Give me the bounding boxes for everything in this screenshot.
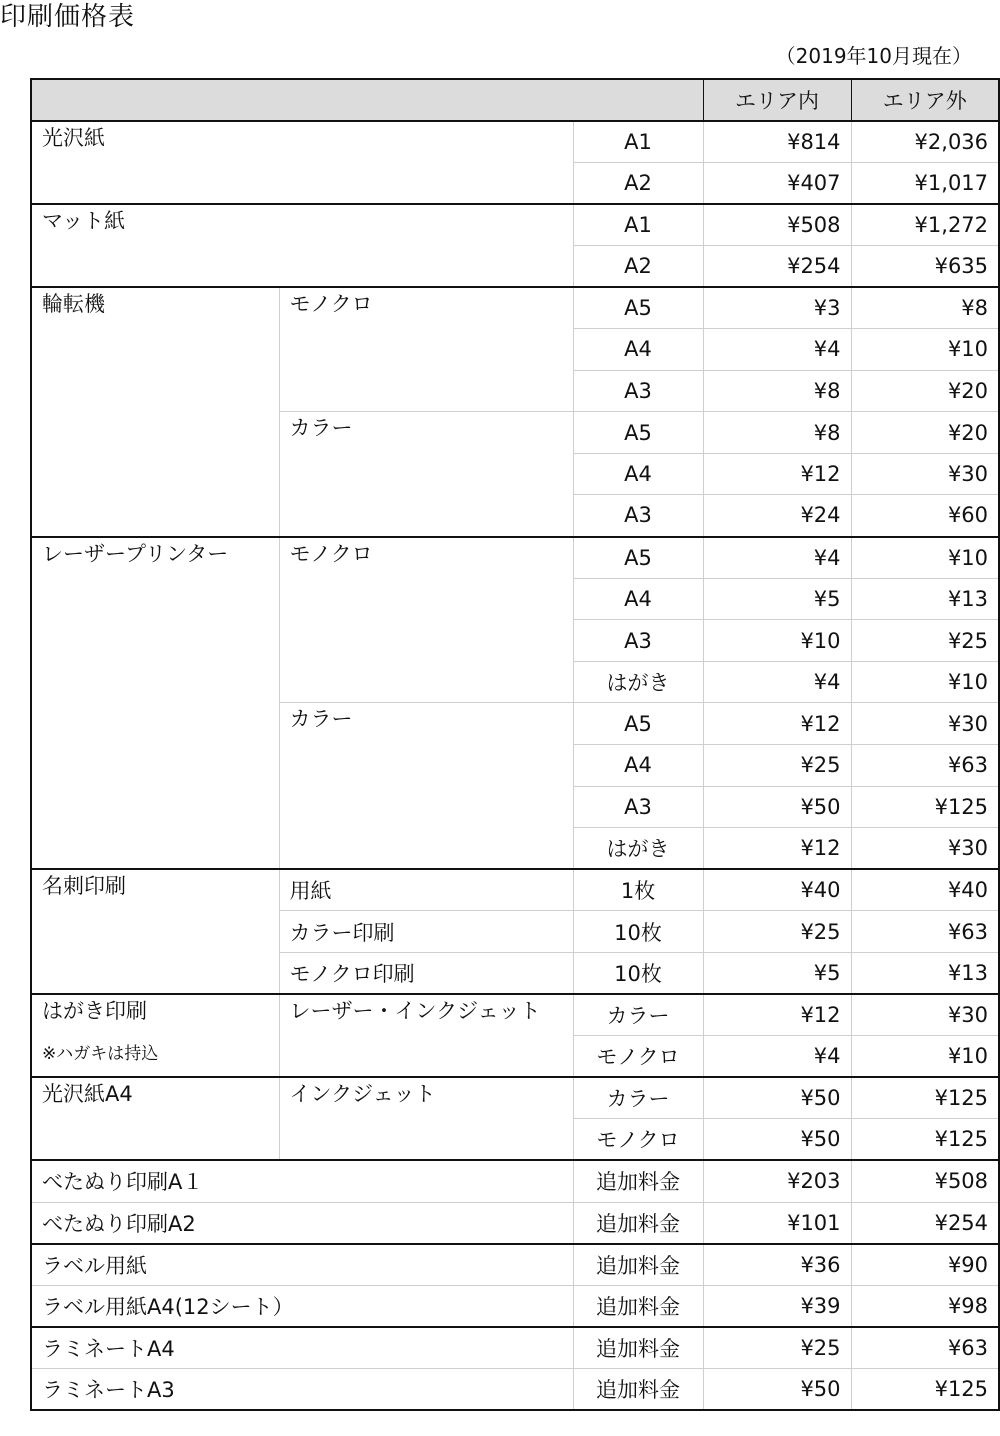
category-laser: レーザープリンター bbox=[31, 537, 279, 870]
size-cell: A3 bbox=[573, 495, 703, 537]
price-out: ¥30 bbox=[851, 828, 999, 870]
price-out: ¥30 bbox=[851, 453, 999, 495]
table-row bbox=[31, 287, 999, 329]
size-cell: A1 bbox=[573, 121, 703, 163]
table-row bbox=[31, 1202, 999, 1244]
price-in: ¥10 bbox=[703, 620, 851, 662]
size-cell: はがき bbox=[573, 828, 703, 870]
price-out: ¥10 bbox=[851, 537, 999, 579]
price-in: ¥36 bbox=[703, 1244, 851, 1286]
price-in: ¥508 bbox=[703, 204, 851, 246]
price-in: ¥3 bbox=[703, 287, 851, 329]
size-cell: A5 bbox=[573, 703, 703, 745]
size-cell: A1 bbox=[573, 204, 703, 246]
table-row bbox=[31, 1368, 999, 1410]
price-in: ¥4 bbox=[703, 1036, 851, 1078]
size-cell: A5 bbox=[573, 537, 703, 579]
price-out: ¥125 bbox=[851, 1368, 999, 1410]
price-in: ¥4 bbox=[703, 537, 851, 579]
price-out: ¥10 bbox=[851, 1036, 999, 1078]
price-in: ¥12 bbox=[703, 453, 851, 495]
extra-type: 追加料金 bbox=[573, 1202, 703, 1244]
price-in: ¥5 bbox=[703, 578, 851, 620]
page-title: 印刷価格表 bbox=[0, 2, 136, 32]
price-in: ¥203 bbox=[703, 1160, 851, 1202]
price-out: ¥30 bbox=[851, 703, 999, 745]
table-row bbox=[31, 1160, 999, 1202]
size-cell: A2 bbox=[573, 245, 703, 287]
price-in: ¥12 bbox=[703, 703, 851, 745]
subcategory-label: カラー印刷 bbox=[279, 911, 573, 953]
category-gloss: 光沢紙 bbox=[31, 121, 573, 204]
size-cell: はがき bbox=[573, 661, 703, 703]
price-in: ¥814 bbox=[703, 121, 851, 163]
category-postcard bbox=[31, 994, 279, 1077]
as-of-date: （2019年10月現在） bbox=[775, 44, 972, 68]
table-row bbox=[31, 1244, 999, 1286]
price-out: ¥125 bbox=[851, 1077, 999, 1119]
price-in: ¥50 bbox=[703, 786, 851, 828]
category-postcard-name: はがき印刷 bbox=[42, 999, 147, 1024]
table-row bbox=[31, 994, 999, 1036]
size-cell: A3 bbox=[573, 370, 703, 412]
size-cell: A5 bbox=[573, 412, 703, 454]
subcategory-label: 用紙 bbox=[279, 869, 573, 911]
price-in: ¥4 bbox=[703, 329, 851, 371]
price-out: ¥40 bbox=[851, 869, 999, 911]
price-out: ¥10 bbox=[851, 329, 999, 371]
price-in: ¥24 bbox=[703, 495, 851, 537]
subcategory-mono: モノクロ bbox=[279, 287, 573, 412]
price-out: ¥13 bbox=[851, 952, 999, 994]
price-out: ¥635 bbox=[851, 245, 999, 287]
extra-name: ラベル用紙 bbox=[31, 1244, 573, 1286]
price-out: ¥30 bbox=[851, 994, 999, 1036]
price-in: ¥50 bbox=[703, 1119, 851, 1161]
size-cell: カラー bbox=[573, 1077, 703, 1119]
price-out: ¥1,017 bbox=[851, 162, 999, 204]
extra-type: 追加料金 bbox=[573, 1160, 703, 1202]
price-out: ¥1,272 bbox=[851, 204, 999, 246]
category-matte: マット紙 bbox=[31, 204, 573, 287]
price-out: ¥25 bbox=[851, 620, 999, 662]
header-blank bbox=[31, 79, 703, 121]
size-cell: A2 bbox=[573, 162, 703, 204]
subcategory-label: インクジェット bbox=[279, 1077, 573, 1160]
price-out: ¥2,036 bbox=[851, 121, 999, 163]
price-in: ¥8 bbox=[703, 412, 851, 454]
size-cell: A3 bbox=[573, 620, 703, 662]
price-in: ¥25 bbox=[703, 911, 851, 953]
subcategory-color: カラー bbox=[279, 703, 573, 869]
price-in: ¥5 bbox=[703, 952, 851, 994]
extra-name: ラミネートA3 bbox=[31, 1368, 573, 1410]
subcategory-label: モノクロ印刷 bbox=[279, 952, 573, 994]
price-out: ¥20 bbox=[851, 412, 999, 454]
price-out: ¥508 bbox=[851, 1160, 999, 1202]
table-row bbox=[31, 121, 999, 163]
header-area-out: エリア外 bbox=[851, 79, 999, 121]
subcategory-color: カラー bbox=[279, 412, 573, 537]
price-in: ¥25 bbox=[703, 745, 851, 787]
table-row bbox=[31, 1077, 999, 1119]
price-in: ¥39 bbox=[703, 1285, 851, 1327]
size-cell: 10枚 bbox=[573, 952, 703, 994]
extra-type: 追加料金 bbox=[573, 1327, 703, 1369]
extra-type: 追加料金 bbox=[573, 1285, 703, 1327]
price-in: ¥254 bbox=[703, 245, 851, 287]
size-cell: モノクロ bbox=[573, 1119, 703, 1161]
size-cell: 10枚 bbox=[573, 911, 703, 953]
extra-name: べたぬり印刷A2 bbox=[31, 1202, 573, 1244]
table-row bbox=[31, 537, 999, 579]
size-cell: A4 bbox=[573, 745, 703, 787]
price-out: ¥8 bbox=[851, 287, 999, 329]
category-business-card: 名刺印刷 bbox=[31, 869, 279, 994]
price-in: ¥407 bbox=[703, 162, 851, 204]
subcategory-mono: モノクロ bbox=[279, 537, 573, 703]
price-in: ¥50 bbox=[703, 1368, 851, 1410]
price-in: ¥4 bbox=[703, 661, 851, 703]
size-cell: 1枚 bbox=[573, 869, 703, 911]
category-gloss-a4: 光沢紙A4 bbox=[31, 1077, 279, 1160]
header-row bbox=[31, 79, 999, 121]
price-in: ¥50 bbox=[703, 1077, 851, 1119]
table-row bbox=[31, 1285, 999, 1327]
size-cell: A4 bbox=[573, 453, 703, 495]
price-in: ¥25 bbox=[703, 1327, 851, 1369]
price-out: ¥125 bbox=[851, 1119, 999, 1161]
category-rotary: 輪転機 bbox=[31, 287, 279, 537]
price-out: ¥20 bbox=[851, 370, 999, 412]
price-out: ¥63 bbox=[851, 911, 999, 953]
table-row bbox=[31, 869, 999, 911]
size-cell: A4 bbox=[573, 578, 703, 620]
size-cell: モノクロ bbox=[573, 1036, 703, 1078]
price-out: ¥98 bbox=[851, 1285, 999, 1327]
extra-name: べたぬり印刷A１ bbox=[31, 1160, 573, 1202]
price-out: ¥10 bbox=[851, 661, 999, 703]
price-out: ¥63 bbox=[851, 745, 999, 787]
price-out: ¥60 bbox=[851, 495, 999, 537]
size-cell: A5 bbox=[573, 287, 703, 329]
price-out: ¥13 bbox=[851, 578, 999, 620]
size-cell: A3 bbox=[573, 786, 703, 828]
price-in: ¥40 bbox=[703, 869, 851, 911]
extra-name: ラミネートA4 bbox=[31, 1327, 573, 1369]
size-cell: カラー bbox=[573, 994, 703, 1036]
price-out: ¥63 bbox=[851, 1327, 999, 1369]
price-out: ¥90 bbox=[851, 1244, 999, 1286]
extra-name: ラベル用紙A4(12シート） bbox=[31, 1285, 573, 1327]
postcard-note: ※ハガキは持込 bbox=[42, 1044, 159, 1065]
header-area-in: エリア内 bbox=[703, 79, 851, 121]
price-in: ¥12 bbox=[703, 994, 851, 1036]
subcategory-label: レーザー・インクジェット bbox=[279, 994, 573, 1077]
price-in: ¥101 bbox=[703, 1202, 851, 1244]
extra-type: 追加料金 bbox=[573, 1368, 703, 1410]
price-out: ¥254 bbox=[851, 1202, 999, 1244]
price-table bbox=[30, 78, 1000, 1411]
price-in: ¥8 bbox=[703, 370, 851, 412]
price-out: ¥125 bbox=[851, 786, 999, 828]
size-cell: A4 bbox=[573, 329, 703, 371]
price-in: ¥12 bbox=[703, 828, 851, 870]
table-row bbox=[31, 204, 999, 246]
extra-type: 追加料金 bbox=[573, 1244, 703, 1286]
table-row bbox=[31, 1327, 999, 1369]
